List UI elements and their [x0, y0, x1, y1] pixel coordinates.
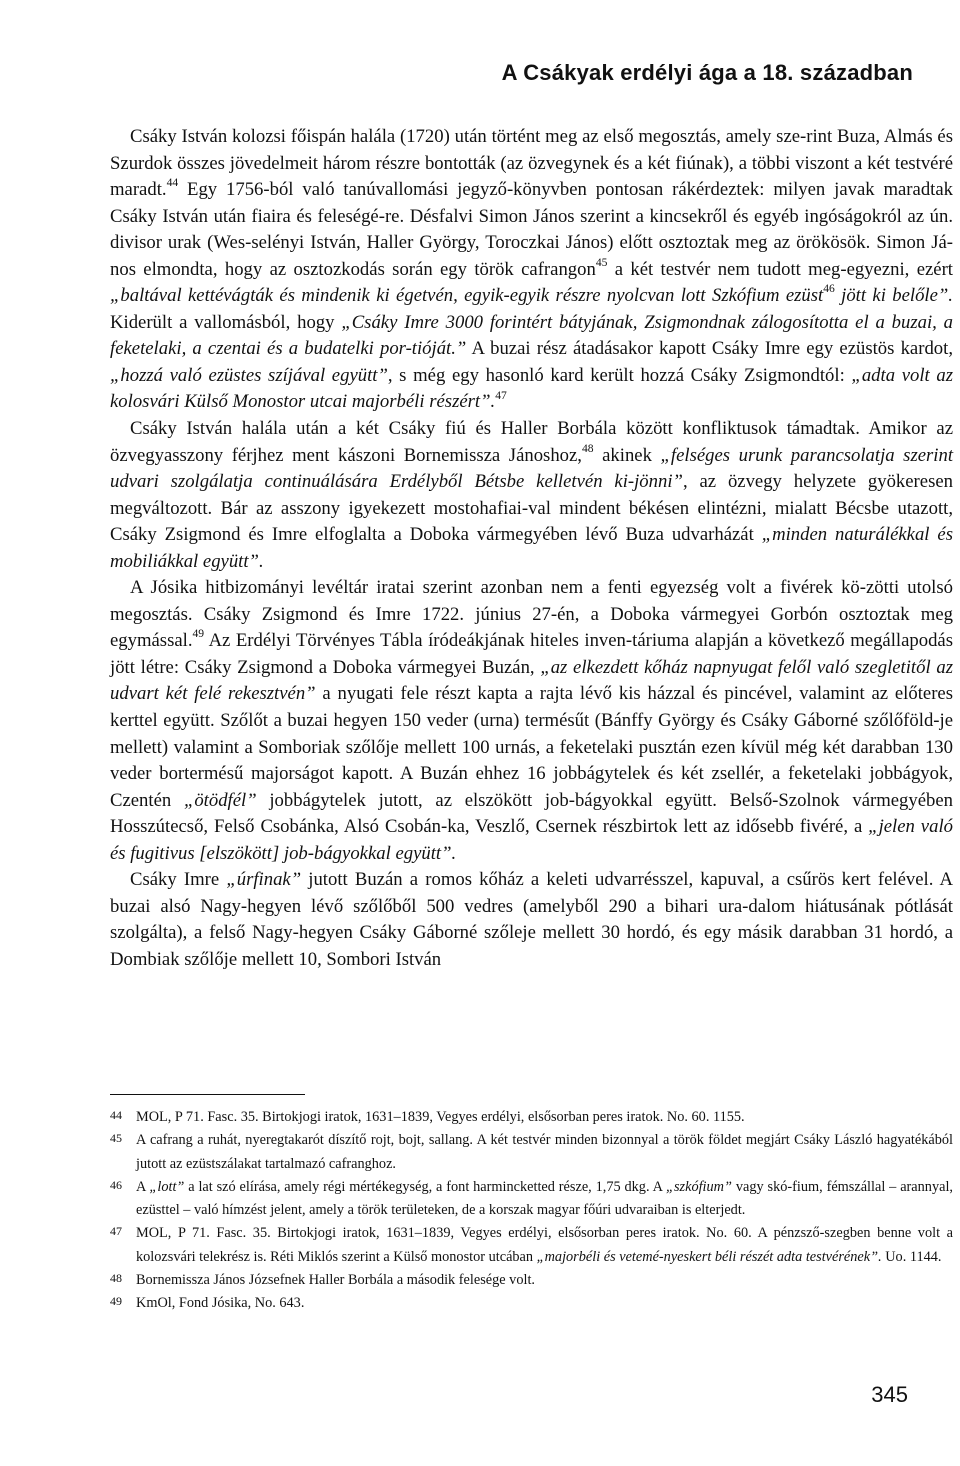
- footnote-reference: 49: [192, 627, 205, 641]
- text-run: Az Erdélyi Törvényes Tábla íródeákjának hiteles inven-táriuma alapján a következő megállapodás jött létre: Csáky Zsigmond a Doboka vármegyei Buzán,: [110, 630, 953, 678]
- footnote-reference: 46: [823, 282, 835, 296]
- footnote: [110, 1129, 953, 1176]
- quoted-italic-text: jött ki belőle”.: [834, 285, 953, 307]
- footnote-number: 44: [110, 1108, 122, 1122]
- text-run: Bornemissza János Józsefnek Haller Borbála a második felesége volt.: [136, 1272, 536, 1289]
- body-paragraph: [110, 124, 953, 416]
- quoted-italic-text: „az elkezdett kőház napnyugat felől való szegletitől az udvart két felé rekesztvén”: [110, 656, 953, 705]
- text-run: jobbágytelek jutott, az elszökött job-bágyokkal együtt. Belső-Szolnok vármegyében Hosszútecső, Felső Csobánka, Alsó Csobán-ka, Veszlő, Csernek részbirtok lett az idősebb fivéré, a: [110, 789, 953, 838]
- footnote-number: 49: [110, 1294, 122, 1309]
- quoted-italic-text: „adta volt az kolosvári Külső Monostor utcai majorbéli részért”.: [110, 364, 953, 413]
- quoted-italic-text: „ötödfél”: [183, 789, 257, 811]
- footnotes: [110, 1106, 953, 1316]
- quoted-italic-text: „minden naturálékkal és mobiliákkal együtt”.: [110, 524, 953, 572]
- quoted-italic-text: „majorbéli és vetemé-nyeskert béli részét adta testvérének”.: [536, 1248, 882, 1265]
- body-paragraph: [110, 416, 953, 575]
- text-run: A buzai rész átadásakor kapott Csáky Imre egy ezüstös kardot,: [466, 338, 954, 360]
- footnote-separator-rule: [110, 1094, 305, 1095]
- text-run: A cafrang a ruhát, nyeregtakarót díszítő rojt, bojt, sallang. A két testvér minden bizonnyal a török földet megjárt Csáky László hagyatékából jutott az ezüstszálakat tartalmazó cafranghoz.: [136, 1132, 953, 1172]
- quoted-italic-text: „felséges urunk parancsolatja szerint udvari szolgálatja continuálására Erdélyből Bétsbe kelletvén ki-jönni”: [110, 444, 954, 493]
- footnote: [110, 1106, 953, 1129]
- quoted-italic-text: „lott”: [149, 1178, 185, 1195]
- text-run: Csáky Imre: [130, 869, 227, 891]
- footnote-number: 46: [110, 1177, 122, 1192]
- running-head: A Csákyak erdélyi ága a 18. században: [501, 60, 913, 85]
- footnote-number: 45: [110, 1131, 122, 1146]
- text-run: a lat szó elírása, amely régi mértékegység, a font harmincketted része, 1,75 dkg. A: [184, 1178, 667, 1195]
- footnote: [110, 1222, 953, 1269]
- page-number: 345: [871, 1382, 908, 1407]
- quoted-italic-text: „hozzá való ezüstes szíjával együtt”: [110, 364, 388, 386]
- text-run: akinek: [593, 444, 661, 466]
- quoted-italic-text: „Csáky Imre 3000 forintért bátyjának, Zsigmondnak zálogosította el a buzai, a feketelaki, a czentai és a budatelki por-tióját.”: [110, 311, 954, 360]
- text-run: , s még egy hasonló kard került hozzá Csáky Zsigmondtól:: [387, 364, 852, 386]
- text-run: KmOl, Fond Jósika, No. 643.: [136, 1295, 305, 1312]
- footnote-number: 48: [110, 1271, 122, 1286]
- text-run: MOL, P 71. Fasc. 35. Birtokjogi iratok, 1631–1839, Vegyes erdélyi, elsősorban peres iratok. No. 60. 1155.: [136, 1109, 745, 1125]
- footnote-reference: 48: [581, 441, 594, 455]
- text-run: Csáky István halála után a két Csáky fiú és Haller Borbála között konfliktusok támadtak. Amikor az özvegyasszony férjhez ment kászoni Bornemissza Jánoshoz,: [110, 418, 953, 466]
- footnote-reference: 45: [595, 255, 608, 269]
- quoted-italic-text: „baltával kettévágták és mindenik ki égetvén, egyik-egyik részre nyolcvan lott Szkófium ezüst: [110, 285, 824, 307]
- text-run: a két testvér nem tudott meg-egyezni, ezért: [607, 258, 953, 280]
- footnote-reference: 47: [495, 388, 507, 402]
- text-run: a nyugati fele részt kapta a rajta lévő kis házzal és pincével, valamint az előteres kerttel együtt. Szőlőt a buzai hegyen 150 veder (urna) termésűt (Bánffy György és Csáky Gáborné szőlőföld-je mellett) valamint a Somboriak szőlője mellett 100 urnás, a feketelaki pusztán ezen kívül még két darabban 130 veder bortermésű majorságot kapott. A Buzán ehhez 16 jobbágytelek és két zsellér, a feketelaki jobbágyok, Czentén: [110, 683, 953, 811]
- quoted-italic-text: „szkófium”: [666, 1178, 732, 1195]
- body-paragraph: [110, 867, 953, 973]
- body-paragraph: [110, 575, 953, 867]
- text-run: jutott Buzán a romos kőház a keleti udvarrésszel, kapuval, a csűrös kert felével. A buzai alsó Nagy-hegyen lévő szőlőből 500 vedres (amelyből 290 a bihari ura-dalom hiátusának pótlását szolgálta), a felső Nagy-hegyen Csáky Gáborné szőleje mellett 30 hordó, és egy másik darabban 31 hordó, a Dombiak szőlője mellett 10, Sombori István: [110, 869, 953, 970]
- footnote-reference: 44: [166, 176, 179, 190]
- footnote-number: 47: [110, 1224, 122, 1239]
- text-run: , az özvegy helyzete gyökeresen megváltozott. Bár az asszony igyekezett mostohafiai-val mindent békésen elintézni, mialatt Bécsbe utazott, Csáky Zsigmond és Imre elfoglalta a Doboka vármegyében lévő Buza udvarházát: [110, 471, 953, 546]
- body-text: [110, 124, 953, 974]
- text-run: Kiderült a vallomásból, hogy: [110, 311, 342, 333]
- text-run: Uo. 1144.: [881, 1248, 942, 1265]
- text-run: Egy 1756-ból való tanúvallomási jegyző-könyvben pontosan rákérdeztek: milyen javak maradtak Csáky István után fiaira és feleségé-re. Désfalvi Simon János szerint a kincsekről és egyéb ingóságokról az ún. divisor urak (Wes-selényi István, Haller György, Toroczkai János) előtt osztoztak meg az örökösök. Simon Já-nos elmondta, hogy az osztozkodás során egy török cafrangon: [110, 179, 953, 280]
- text-run: MOL, P 71. Fasc. 35. Birtokjogi iratok, 1631–1839, Vegyes erdélyi, elsősorban peres iratok. No. 60. A pénzsző-szegben benne volt a kolozsvári telekrész is. Réti Miklós szerint a Külső monostor utcában: [136, 1225, 953, 1265]
- text-run: Csáky István kolozsi főispán halála (1720) után történt meg az első megosztás, amely sze-rint Buza, Almás és Szurdok összes jövedelmeit három részre bontották (az özvegynek és a két fiúnak), a többi viszont a két testvéré maradt.: [110, 126, 953, 201]
- text-run: A: [136, 1178, 150, 1195]
- footnote: [110, 1176, 953, 1223]
- quoted-italic-text: „jelen való és fugitivus [elszökött] job-bágyokkal együtt”.: [110, 816, 953, 864]
- text-run: vagy skó-fium, fémszállal – arannyal, ezüsttel – való hímzést jelent, amely a török területeken, de a korszak magyar főúri udvaraiban is elterjedt.: [136, 1178, 953, 1219]
- quoted-italic-text: „úrfinak”: [226, 869, 302, 891]
- footnote: [110, 1292, 953, 1315]
- footnote: [110, 1269, 953, 1292]
- text-run: A Jósika hitbizományi levéltár iratai szerint azonban nem a fenti egyezség volt a fivérek kö-zötti utolsó megosztás. Csáky Zsigmond és Imre 1722. június 27-én, a Doboka vármegyei Gorbón osztoztak meg egymással.: [110, 577, 953, 652]
